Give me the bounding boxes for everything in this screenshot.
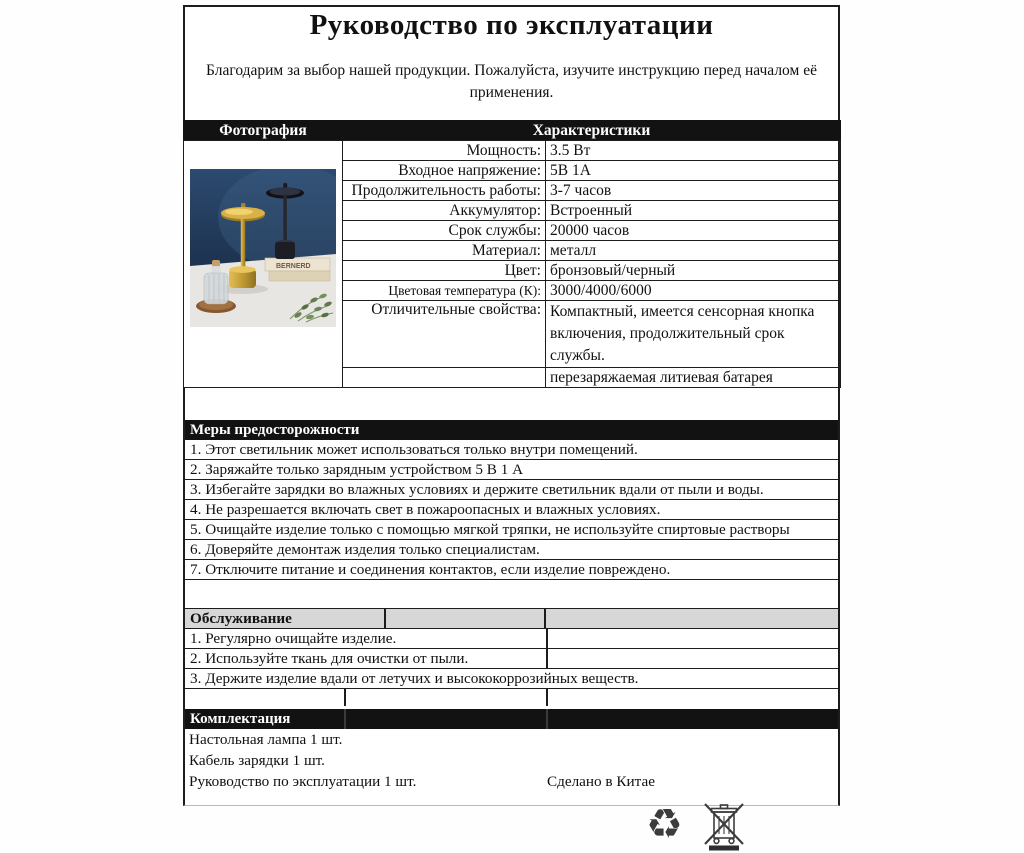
- package-section: [185, 709, 838, 792]
- spec-label: Цветовая температура (К):: [343, 281, 546, 301]
- spec-value: Компактный, имеется сенсорная кнопка включения, продолжительный срок службы.: [546, 301, 841, 368]
- list-item: 7. Отключите питание и соединения контактов, если изделие повреждено.: [185, 560, 838, 580]
- spec-value: Встроенный: [546, 201, 841, 221]
- package-item: Настольная лампа 1 шт.: [189, 731, 343, 748]
- maintenance-section: [185, 608, 838, 706]
- spec-label: Материал:: [343, 241, 546, 261]
- spec-table: [183, 120, 841, 388]
- list-item: 4. Не разрешается включать свет в пожароопасных и влажных условиях.: [185, 500, 838, 520]
- column-divider: [384, 609, 386, 628]
- list-item: [185, 649, 838, 669]
- column-divider: [344, 689, 346, 706]
- package-header-label: Комплектация: [190, 711, 291, 727]
- made-in-label: Сделано в Китае: [547, 773, 655, 790]
- spec-label: Мощность:: [343, 141, 546, 161]
- list-item: 3. Избегайте зарядки во влажных условиях и держите светильник вдали от пыли и воды.: [185, 480, 838, 500]
- package-item: Кабель зарядки 1 шт.: [189, 752, 325, 769]
- list-item: [185, 629, 838, 649]
- spec-label: Продолжительность работы:: [343, 181, 546, 201]
- column-divider: [546, 629, 548, 648]
- spec-value: 3-7 часов: [546, 181, 841, 201]
- table-row: [184, 141, 841, 161]
- column-divider: [344, 709, 346, 729]
- empty-row: [185, 689, 838, 706]
- maintenance-header-label: Обслуживание: [190, 610, 292, 627]
- column-divider: [546, 649, 548, 668]
- books-stack: [265, 258, 330, 281]
- product-photo: [190, 169, 336, 327]
- column-divider: [546, 689, 548, 706]
- spec-value: металл: [546, 241, 841, 261]
- spec-label: [343, 368, 546, 388]
- photo-column-header: Фотография: [184, 121, 343, 141]
- spec-value: бронзовый/черный: [546, 261, 841, 281]
- product-photo-cell: [184, 141, 343, 388]
- maintenance-header: [185, 608, 838, 629]
- recycle-icon: ♻: [646, 800, 683, 848]
- list-item: 1. Этот светильник может использоваться только внутри помещений.: [185, 440, 838, 460]
- spec-label: Цвет:: [343, 261, 546, 281]
- list-item: 2. Заряжайте только зарядным устройством 5 В 1 А: [185, 460, 838, 480]
- list-item-text: 2. Используйте ткань для очистки от пыли.: [190, 650, 469, 667]
- package-header: [185, 709, 838, 729]
- weee-crossed-bin-icon: [701, 799, 747, 853]
- document-frame: [183, 5, 840, 806]
- list-item: 3. Держите изделие вдали от летучих и высококоррозийных веществ.: [185, 669, 838, 689]
- column-divider: [546, 709, 548, 729]
- specs-column-header: Характеристики: [343, 121, 841, 141]
- spec-label: Входное напряжение:: [343, 161, 546, 181]
- package-item: [185, 771, 838, 792]
- list-item: 6. Доверяйте демонтаж изделия только специалистам.: [185, 540, 838, 560]
- spec-value: 20000 часов: [546, 221, 841, 241]
- precautions-header: Меры предосторожности: [185, 420, 838, 440]
- spec-label: Аккумулятор:: [343, 201, 546, 221]
- spec-value: 5В 1А: [546, 161, 841, 181]
- spec-table-header: [184, 121, 841, 141]
- spec-label: Отличительные свойства:: [343, 301, 546, 368]
- precautions-section: [185, 420, 838, 580]
- spec-value: 3000/4000/6000: [546, 281, 841, 301]
- book-title-text: BERNERD: [276, 263, 311, 270]
- page-title: Руководство по эксплуатации: [309, 9, 714, 41]
- spec-value: перезаряжаемая литиевая батарея: [546, 368, 841, 388]
- package-item-text: Руководство по эксплуатации 1 шт.: [189, 773, 417, 790]
- column-divider: [544, 609, 546, 628]
- spec-label: Срок службы:: [343, 221, 546, 241]
- spec-value: 3.5 Вт: [546, 141, 841, 161]
- list-item: 5. Очищайте изделие только с помощью мягкой тряпки, не используйте спиртовые растворы: [185, 520, 838, 540]
- list-item-text: 1. Регулярно очищайте изделие.: [190, 630, 397, 647]
- intro-text: Благодарим за выбор нашей продукции. Пожалуйста, изучите инструкцию перед началом её применения.: [206, 62, 817, 101]
